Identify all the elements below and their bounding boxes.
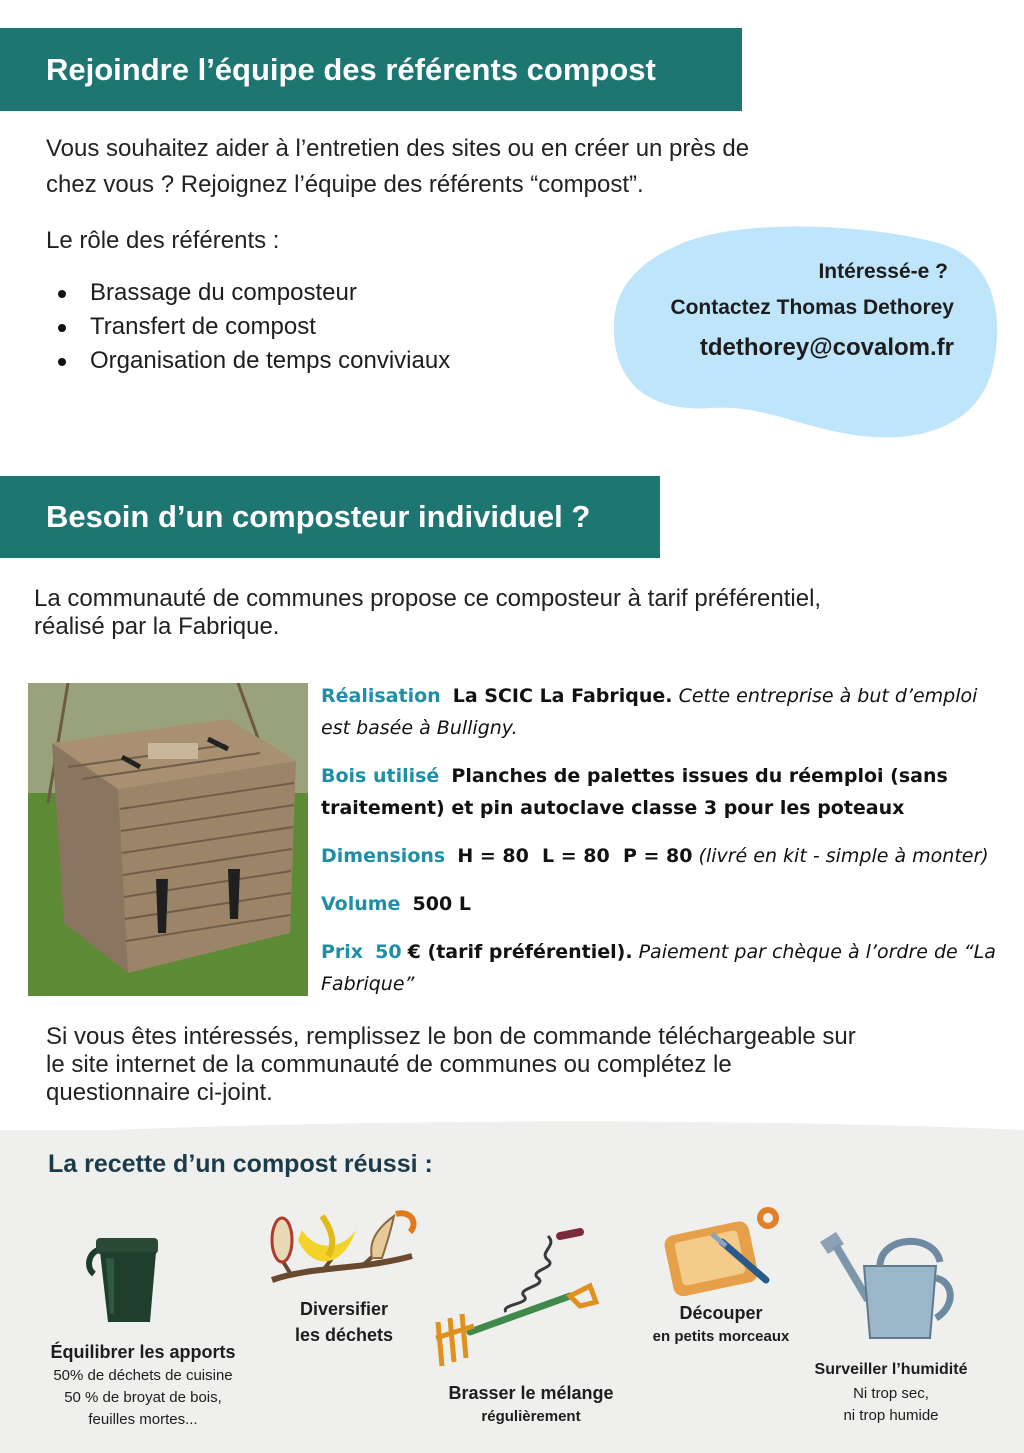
contact-email[interactable]: tdethorey@covalom.fr [699, 334, 954, 361]
intro-line-2: chez vous ? Rejoignez l’équipe des référents “compost”. [46, 171, 644, 198]
spec-value: H = 80 L = 80 P = 80 [457, 845, 693, 867]
step-subtitle: 50 % de broyat de bois, [64, 1389, 222, 1406]
spec-note: Cette entreprise à but d’emploi est basée à Bulligny. [321, 685, 978, 739]
composteur-intro-line-2: réalisé par la Fabrique. [34, 613, 280, 640]
step-diversifier-label [254, 1296, 434, 1348]
spec-label: Bois utilisé [321, 765, 440, 787]
section-title-referents-text: Rejoindre l’équipe des référents compost [46, 51, 656, 87]
spec-value: € (tarif préférentiel). [407, 941, 633, 963]
step-title: Équilibrer les apports [50, 1342, 236, 1362]
order-line-3: questionnaire ci-joint. [46, 1079, 273, 1106]
spec-prix [321, 936, 1011, 1000]
step-equilibrer [26, 1339, 260, 1431]
spec-note: (livré en kit - simple à monter) [698, 845, 989, 867]
contact-bubble [612, 222, 1002, 444]
intro-line-1: Vous souhaitez aider à l’entretien des sites ou en créer un près de [46, 135, 750, 162]
step-subtitle: en petits morceaux [652, 1328, 790, 1345]
step-title: Découper [679, 1303, 763, 1323]
contact-bubble-shape [614, 226, 997, 437]
step-surveiller [804, 1357, 978, 1427]
spec-value: 500 L [412, 893, 471, 915]
food-scraps-icon [262, 1200, 422, 1290]
composter-specs [321, 680, 1011, 1016]
watering-can-icon [806, 1222, 966, 1346]
spec-label: Dimensions [321, 845, 446, 867]
spec-realisation [321, 680, 1011, 744]
spec-value: La SCIC La Fabrique. [452, 685, 673, 707]
compost-bin-icon [82, 1232, 174, 1328]
spec-label: Réalisation [321, 685, 441, 707]
spec-price-amount: 50 [375, 941, 402, 963]
order-line-1: Si vous êtes intéressés, remplissez le bon de commande téléchargeable sur [46, 1023, 856, 1050]
step-title: Surveiller l’humidité [814, 1361, 968, 1378]
spec-value: Planches de palettes issues du réemploi (sans traitement) et pin autoclave classe 3 pour les poteaux [321, 765, 948, 819]
cutting-board-icon [662, 1206, 782, 1296]
section-title-composteur [0, 476, 660, 558]
composter-photo [28, 683, 308, 996]
list-item: Organisation de temps conviviaux [58, 344, 450, 378]
spec-dimensions [321, 840, 1011, 872]
step-subtitle: ni trop humide [843, 1407, 939, 1424]
contact-name: Contactez Thomas Dethorey [670, 296, 954, 319]
list-item: Transfert de compost [58, 310, 450, 344]
spec-volume [321, 888, 1011, 920]
section-title-composteur-text: Besoin d’un composteur individuel ? [46, 499, 591, 534]
spec-label: Volume [321, 893, 401, 915]
aerator-and-fork-icon [430, 1226, 610, 1376]
step-decouper [628, 1300, 814, 1348]
spec-label: Prix [321, 941, 364, 963]
roles-label: Le rôle des référents : [46, 227, 280, 254]
step-title: Brasser le mélange [448, 1383, 614, 1403]
recipe-title: La recette d’un compost réussi : [48, 1150, 433, 1178]
step-brasser [414, 1380, 648, 1428]
order-line-2: le site internet de la communauté de communes ou complétez le [46, 1051, 732, 1078]
step-subtitle: Ni trop sec, [853, 1385, 929, 1402]
contact-question: Intéressé-e ? [818, 260, 948, 283]
spec-bois [321, 760, 1011, 824]
roles-list [58, 276, 450, 378]
step-subtitle: 50% de déchets de cuisine [53, 1367, 233, 1384]
step-subtitle: régulièrement [481, 1408, 581, 1425]
composteur-intro-line-1: La communauté de communes propose ce composteur à tarif préférentiel, [34, 585, 822, 612]
section-title-referents [0, 28, 742, 111]
step-title: Diversifier [299, 1299, 389, 1319]
step-subtitle: feuilles mortes... [88, 1411, 198, 1428]
spec-note: Paiement par chèque à l’ordre de “La Fabrique” [321, 941, 996, 995]
step-title: les déchets [294, 1325, 394, 1345]
list-item: Brassage du composteur [58, 276, 450, 310]
